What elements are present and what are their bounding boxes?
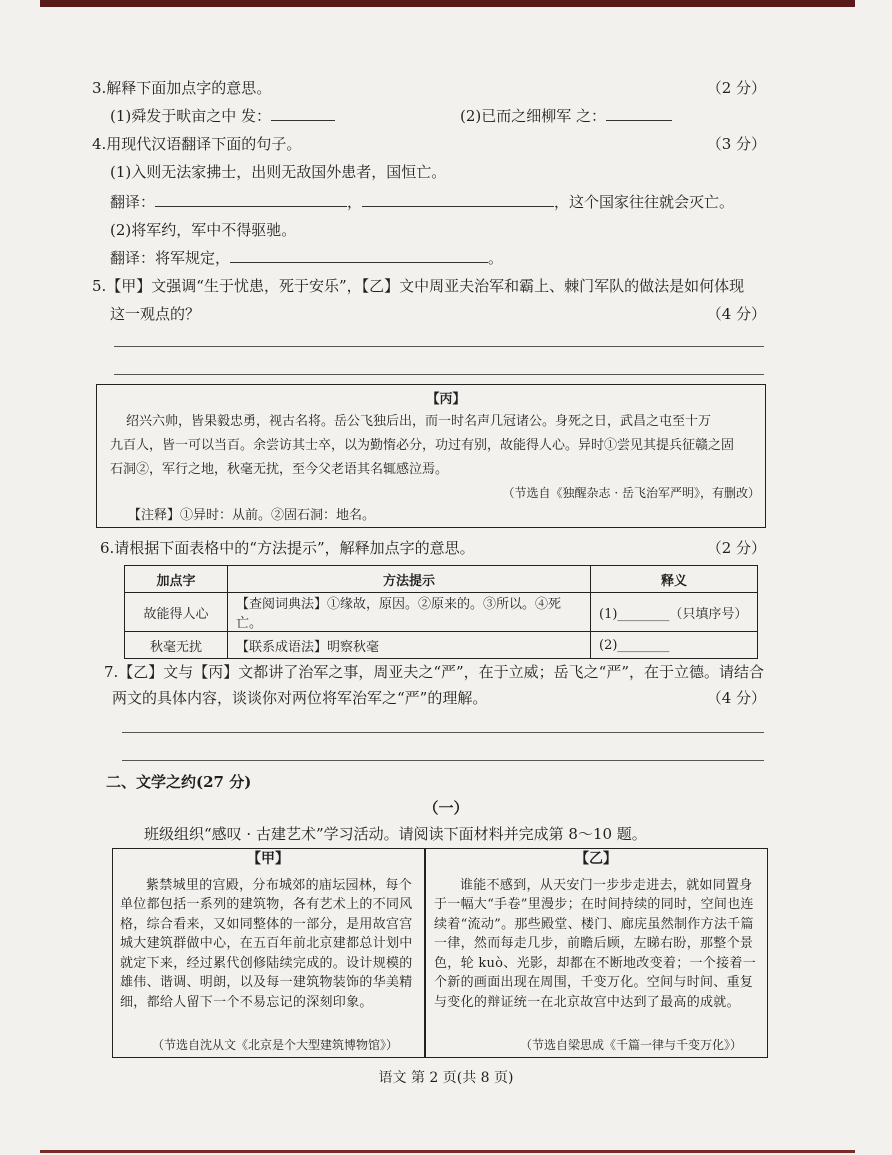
q5-line1: 5.【甲】文强调“生于忧患，死于安乐”，【乙】文中周亚夫治军和霸上、棘门军队的做法是如何体现 [92,277,745,295]
q4-t2-blank[interactable] [230,248,488,263]
q6-header-method: 方法提示 [228,566,591,593]
q3-blank1[interactable] [271,106,335,121]
passage-yi-text: 谁能不感到，从天安门一步步走进去，就如同置身于一幅大“手卷”里漫步；在时间持续的同时，空间也连续着“流动”。那些殿堂、楼门、廊庑虽然制作方法千篇一律，然而每走几步，前瞻后顾，左睇右盼，那整个景色，轮 kuò、光影，却都在不断地改变着；一个接着一个新的画面出现在周围，千变万化。空间与时间、重复与变化的辩证统一在北京故宫中达到了最高的成就。 [434,877,757,1010]
q4-t2-prefix: 翻译：将军规定， [110,249,231,267]
passage-bing-line1: 绍兴六帅，皆果毅忠勇，视古名将。岳公飞独后出，而一时名声几冠诸公。身死之日，武昌之屯至十万 [126,414,712,429]
q7-line1: 7.【乙】文与【丙】文都讲了治军之事，周亚夫之“严”，在于立威；岳飞之“严”，在于立德。请结合 [104,663,764,681]
bottom-edge-bar [40,1150,855,1153]
passage-jia-heading: 【甲】 [247,851,289,867]
q5-answer-line-1[interactable] [114,346,764,347]
q4-translation2 [110,248,503,268]
q3-item2 [460,106,672,126]
q4-t1-prefix: 翻译： [110,193,156,211]
q6-row1-answer[interactable]: (1)________（只填序号） [591,593,758,632]
q4-t1-blank-b[interactable] [362,192,554,207]
q3-blank2[interactable] [606,106,672,121]
q5-answer-line-2[interactable] [114,374,764,375]
q4-sentence1: (1)入则无法家拂士，出则无敌国外患者，国恒亡。 [110,163,447,181]
top-edge-bar [40,0,855,7]
q6-title: 6.请根据下面表格中的“方法提示”，解释加点字的意思。 [100,539,475,557]
q7-answer-line-1[interactable] [122,732,764,733]
passage-bing-source: （节选自《独醒杂志 · 岳飞治军严明》，有删改） [502,486,760,500]
passage-yi-heading: 【乙】 [575,851,617,867]
q4-score: （3 分） [706,135,766,153]
q7-answer-line-2[interactable] [122,760,764,761]
q4-t2-suffix: 。 [488,249,504,267]
section2-title: 二、文学之约(27 分) [106,773,252,791]
table-row [125,632,758,659]
passage-bing-line2: 九百人，皆一可以当百。余尝访其士卒，以为勤惰必分，功过有别，故能得人心。异时①尝见其提兵征赣之固 [110,438,735,453]
q6-row2-answer[interactable]: (2)________ [591,632,758,659]
page-footer: 语文 第 2 页(共 8 页) [378,1070,514,1086]
passage-jia [120,850,416,1055]
q6-table-header-row [125,566,758,593]
table-row [125,593,758,632]
passage-bing-line3: 石洞②，军行之地，秋毫无扰，至今父老语其名辄感泣焉。 [110,462,449,477]
q6-score: （2 分） [706,539,766,557]
passage-yi [434,850,758,1055]
passage-bing-note: 【注释】①异时：从前。②固石洞：地名。 [128,508,376,523]
q4-translation1 [110,192,734,212]
passage-bing-heading: 【丙】 [426,392,466,407]
q6-header-word: 加点字 [125,566,228,593]
q7-score: （4 分） [706,689,766,707]
section2-subtitle: （一） [423,799,469,817]
q6-row2-word: 秋毫无扰 [125,632,228,659]
q3-item1 [110,106,335,126]
q3-item2-text: (2)已而之细柳军 之： [460,107,607,125]
passage-jia-text: 紫禁城里的宫殿，分布城郊的庙坛园林，每个单位都包括一系列的建筑物，各有艺术上的不同风格，综合看来，又如同整体的一部分，是用故宫宫城大建筑群做中心，在五百年前北京建都总计划中就定下来，经过累代创修陆续完成的。设计规模的雄伟、谐调、明朗，以及每一建筑物装饰的华美精细，都给人留下一个不易忘记的深刻印象。 [120,877,413,1010]
passage-jia-source: （节选自沈从文《北京是个大型建筑博物馆》） [152,1038,399,1052]
q6-row1-word: 故能得人心 [125,593,228,632]
passage-yi-source: （节选自梁思成《千篇一律与千变万化》） [520,1038,743,1052]
q5-score: （4 分） [706,305,766,323]
passages-divider [424,849,426,1057]
section2-intro: 班级组织“感叹 · 古建艺术”学习活动。请阅读下面材料并完成第 8～10 题。 [144,825,647,843]
q4-sentence2: (2)将军约，军中不得驱驰。 [110,221,297,239]
q3-item1-text: (1)舜发于畎亩之中 发： [110,107,272,125]
q6-row1-method: 【查阅词典法】①缘故，原因。②原来的。③所以。④死亡。 [228,593,591,632]
q6-header-meaning: 释义 [591,566,758,593]
q3-title: 3.解释下面加点字的意思。 [92,79,272,97]
q3-score: （2 分） [706,79,766,97]
q4-title: 4.用现代汉语翻译下面的句子。 [92,135,302,153]
q6-row2-method: 【联系成语法】明察秋毫 [228,632,591,659]
q5-line2: 这一观点的？ [110,305,201,323]
q4-t1-blank-a[interactable] [155,192,347,207]
q6-method-table [124,565,758,659]
q4-t1-mid: ， [347,193,363,211]
q7-line2: 两文的具体内容，谈谈你对两位将军治军之“严”的理解。 [112,689,488,707]
q4-t1-suffix: ，这个国家往往就会灭亡。 [554,193,735,211]
